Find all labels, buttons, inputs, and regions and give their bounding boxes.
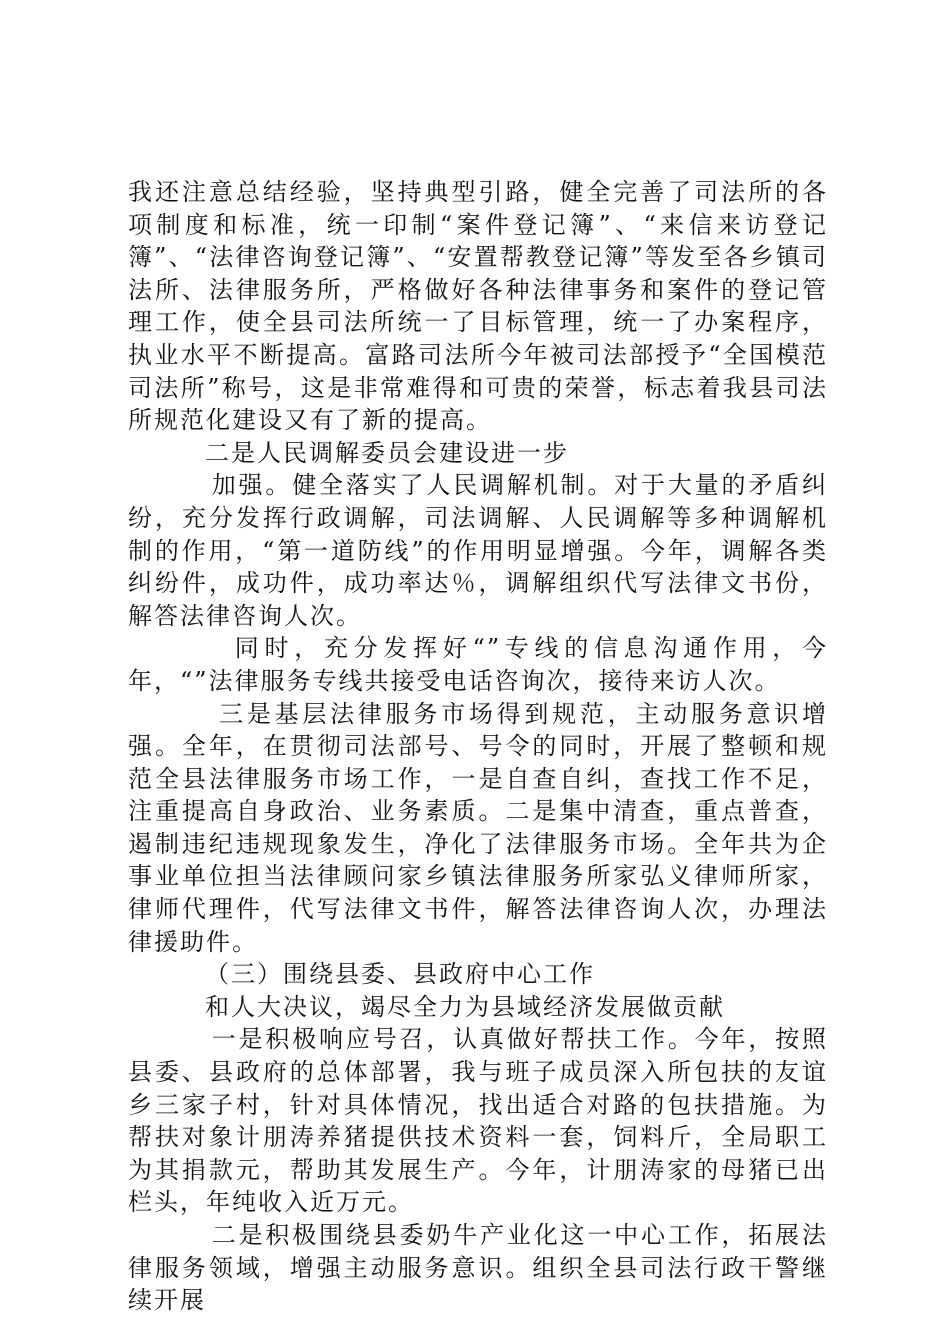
paragraph-legal-market: 三是基层法律服务市场得到规范，主动服务意识增强。全年，在贯彻司法部号、号令的同时，开展了整顿和规范全县法律服务市场工作，一是自查自纠，查找工作不足，注重提高自身政治、业务素质。二是集中清查，重点普查，遏制违纪违规现象发生，净化了法律服务市场。全年共为企事业单位担当法律顾问家乡镇法律服务所家弘义律师所家，律师代理件，代写法律文书件，解答法律咨询人次，办理法律援助件。 [128,699,829,956]
paragraph-section-three-subheading: 和人大决议，竭尽全力为县域经济发展做贡献 [128,992,726,1021]
paragraph-mediation-body: 加强。健全落实了人民调解机制。对于大量的矛盾纠纷，充分发挥行政调解，司法调解、人民调解等多种调解机制的作用，“第一道防线”的作用明显增强。今年，调解各类纠纷件，成功件，成功率达％，调解组织代写法律文书份，解答法律咨询人次。 [128,471,829,630]
document-body [128,176,828,1317]
paragraph-hotline: 同时，充分发挥好“”专线的信息沟通作用，今年，“”法律服务专线共接受电话咨询次，接待来访人次。 [128,634,829,695]
paragraph-section-three-heading: （三）围绕县委、县政府中心工作 [128,960,596,989]
paragraph-experience: 我还注意总结经验，坚持典型引路，健全完善了司法所的各项制度和标准，统一印制“案件登记簿”、“来信来访登记簿”、“法律咨询登记簿”、“安置帮教登记簿”等发至各乡镇司法所、法律服务所，严格做好各种法律事务和案件的登记管理工作，使全县司法所统一了目标管理，统一了办案程序，执业水平不断提高。富路司法所今年被司法部授予“全国模范司法所”称号，这是非常难得和可贵的荣誉，标志着我县司法所规范化建设又有了新的提高。 [128,178,828,435]
paragraph-poverty-support: 一是积极响应号召，认真做好帮扶工作。今年，按照县委、县政府的总体部署，我与班子成员深入所包扶的友谊乡三家子村，针对具体情况，找出适合对路的包扶措施。为帮扶对象计朋涛养猪提供技术资料一套，饲料斤，全局职工为其捐款元，帮助其发展生产。今年，计朋涛家的母猪已出栏头，年纯收入近万元。 [128,1025,829,1217]
paragraph-dairy-industry: 二是积极围绕县委奶牛产业化这一中心工作，拓展法律服务领域，增强主动服务意识。组织全县司法行政干警继续开展 [128,1221,829,1315]
paragraph-mediation-heading: 二是人民调解委员会建设进一步 [128,438,570,467]
